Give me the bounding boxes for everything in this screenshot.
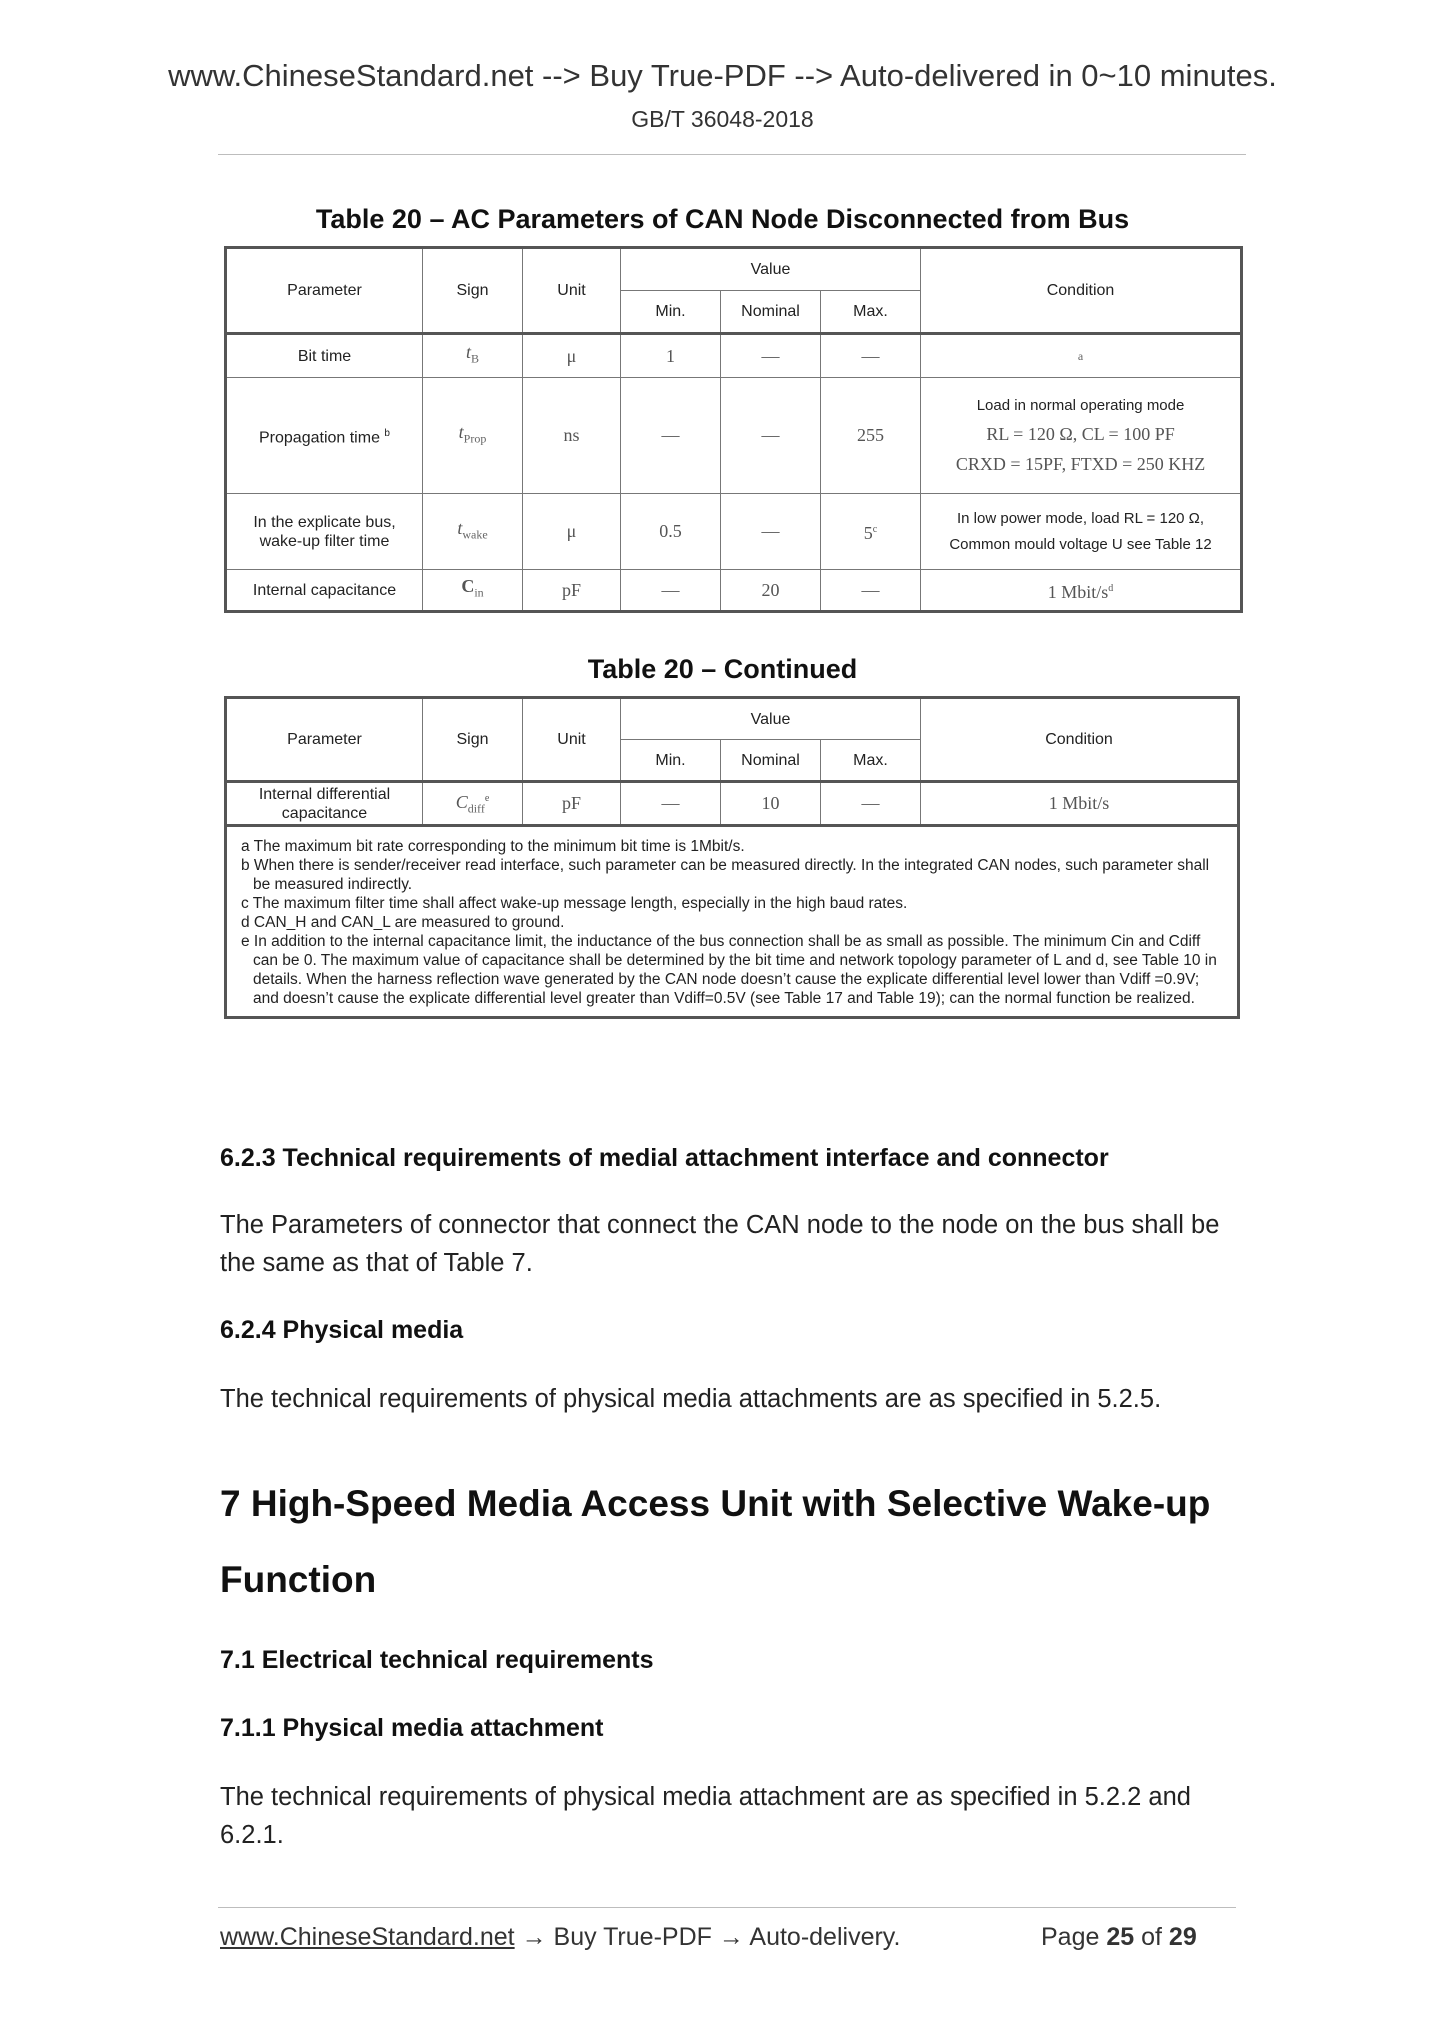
section-7-1-1-body: The technical requirements of physical media attachment are as specified in 5.2.2 and 6.2.1. [220, 1783, 1191, 1849]
footer-nav-text: → Buy True-PDF → Auto-delivery. [514, 1923, 901, 1951]
cell-condition: 1 Mbit/$s^d$ [921, 570, 1242, 612]
table-row [226, 570, 1242, 612]
cell-min: — [621, 782, 721, 826]
cell-nominal: 10 [721, 782, 821, 826]
section-7-1-title: 7.1 Electrical technical requirements [220, 1646, 654, 1674]
cell-nominal: — [721, 334, 821, 378]
cell-min: 0.5 [621, 494, 721, 570]
cell-nominal: 20 [721, 570, 821, 612]
cell-max: — [821, 782, 921, 826]
th-nominal: Nominal [721, 740, 821, 782]
cell-nominal: — [721, 378, 821, 494]
table20-caption: Table 20 – AC Parameters of CAN Node Disconnected from Bus [315, 204, 1130, 234]
th-unit: Unit [523, 248, 621, 334]
standard-code: GB/T 36048-2018 [631, 106, 814, 132]
cell-max: 5$^c$ [821, 494, 921, 570]
th-value: Value [621, 248, 921, 291]
cell-sign: $C_{in}$ [423, 570, 523, 612]
footnote-a: a The maximum bit rate corresponding to the minimum bit time is 1Mbit/s. [241, 838, 745, 855]
th-max: Max. [821, 740, 921, 782]
cell-condition: a [921, 334, 1242, 378]
th-min: Min. [621, 740, 721, 782]
cell-unit: μ [523, 494, 621, 570]
footer-links [220, 1923, 900, 1952]
cell-parameter: Internal capacitance [226, 570, 423, 612]
cell-max: 255 [821, 378, 921, 494]
footnote-d: d CAN_H and CAN_L are measured to ground. [241, 914, 565, 931]
header-divider [218, 154, 1246, 155]
cell-unit: pF [523, 570, 621, 612]
th-condition: Condition [921, 248, 1242, 334]
cell-parameter: Internal differential capacitance [226, 782, 423, 826]
cell-sign: $C_{diff}^e$ [423, 782, 523, 826]
cell-unit: pF [523, 782, 621, 826]
table20 [224, 246, 1243, 613]
table-row [226, 782, 1239, 826]
section-6-2-4-title: 6.2.4 Physical media [220, 1316, 464, 1344]
th-max: Max. [821, 291, 921, 334]
cell-parameter: Bit time [226, 334, 423, 378]
table20-continued [224, 696, 1240, 1019]
footnote-c: c The maximum filter time shall affect wake-up message length, especially in the high baud rates. [241, 895, 908, 912]
footer-site-link[interactable]: www.ChineseStandard.net [220, 1923, 515, 1951]
section-7-1-1-title: 7.1.1 Physical media attachment [220, 1714, 604, 1742]
cell-min: — [621, 378, 721, 494]
cell-condition: In low power mode, load RL = 120 Ω, Common mould voltage U see Table 12 [921, 494, 1242, 570]
footer-divider [218, 1907, 1236, 1908]
cell-parameter: In the explicate bus, wake-up filter time [226, 494, 423, 570]
table-row [226, 494, 1242, 570]
table-row [226, 378, 1242, 494]
cell-sign: $t_{wake}$ [423, 494, 523, 570]
page-number: Page 25 of 29 [1041, 1923, 1197, 1951]
th-parameter: Parameter [226, 248, 423, 334]
th-value: Value [621, 698, 921, 740]
cell-condition: 1 Mbit/s [921, 782, 1239, 826]
th-condition: Condition [921, 698, 1239, 782]
chapter-7-title: 7 High-Speed Media Access Unit with Selective Wake-up Function [220, 1483, 1211, 1600]
cell-min: — [621, 570, 721, 612]
th-nominal: Nominal [721, 291, 821, 334]
th-sign: Sign [423, 248, 523, 334]
table20-continued-caption: Table 20 – Continued [587, 654, 858, 684]
cell-parameter: Propagation time $^b$ [226, 378, 423, 494]
th-parameter: Parameter [226, 698, 423, 782]
cell-sign: $t_{Prop}$ [423, 378, 523, 494]
cell-nominal: — [721, 494, 821, 570]
th-min: Min. [621, 291, 721, 334]
cell-unit: ns [523, 378, 621, 494]
cell-unit: μ [523, 334, 621, 378]
section-6-2-4-body: The technical requirements of physical media attachments are as specified in 5.2.5. [220, 1385, 1162, 1413]
cell-sign: $t_B$ [423, 334, 523, 378]
section-6-2-3-body: The Parameters of connector that connect the CAN node to the node on the bus shall be the same as that of Table 7. [220, 1211, 1220, 1277]
cell-condition: Load in normal operating mode RL = 120 Ω, CL = 100 PF CRXD = 15PF, FTXD = 250 KHZ [921, 378, 1242, 494]
footnote-e: e In addition to the internal capacitance limit, the inductance of the bus connection shall be as small as possible. The minimum Cin and Cdiff can be 0. The maximum value of capacitance shall be determined by the bit time and network topology parameter of L and d, see Table 10 in details. When the harness reflection wave generated by the CAN node doesn’t cause the explicate differential level lower than Vdiff =0.9V; and doesn’t cause the explicate differential level greater than Vdiff=0.5V (see Table 17 and Table 19); can the normal function be realized. [241, 933, 1217, 1007]
cell-min: 1 [621, 334, 721, 378]
cell-max: — [821, 334, 921, 378]
header-banner: www.ChineseStandard.net --> Buy True-PDF --> Auto-delivered in 0~10 minutes. [168, 58, 1277, 93]
table-row [226, 334, 1242, 378]
th-unit: Unit [523, 698, 621, 782]
footnotes-row [226, 826, 1239, 1018]
th-sign: Sign [423, 698, 523, 782]
cell-max: — [821, 570, 921, 612]
section-6-2-3-title: 6.2.3 Technical requirements of medial attachment interface and connector [220, 1144, 1109, 1172]
table-footnotes [226, 826, 1239, 1018]
footnote-b: b When there is sender/receiver read interface, such parameter can be measured directly. In the integrated CAN nodes, such parameter shall be measured indirectly. [241, 857, 1210, 893]
